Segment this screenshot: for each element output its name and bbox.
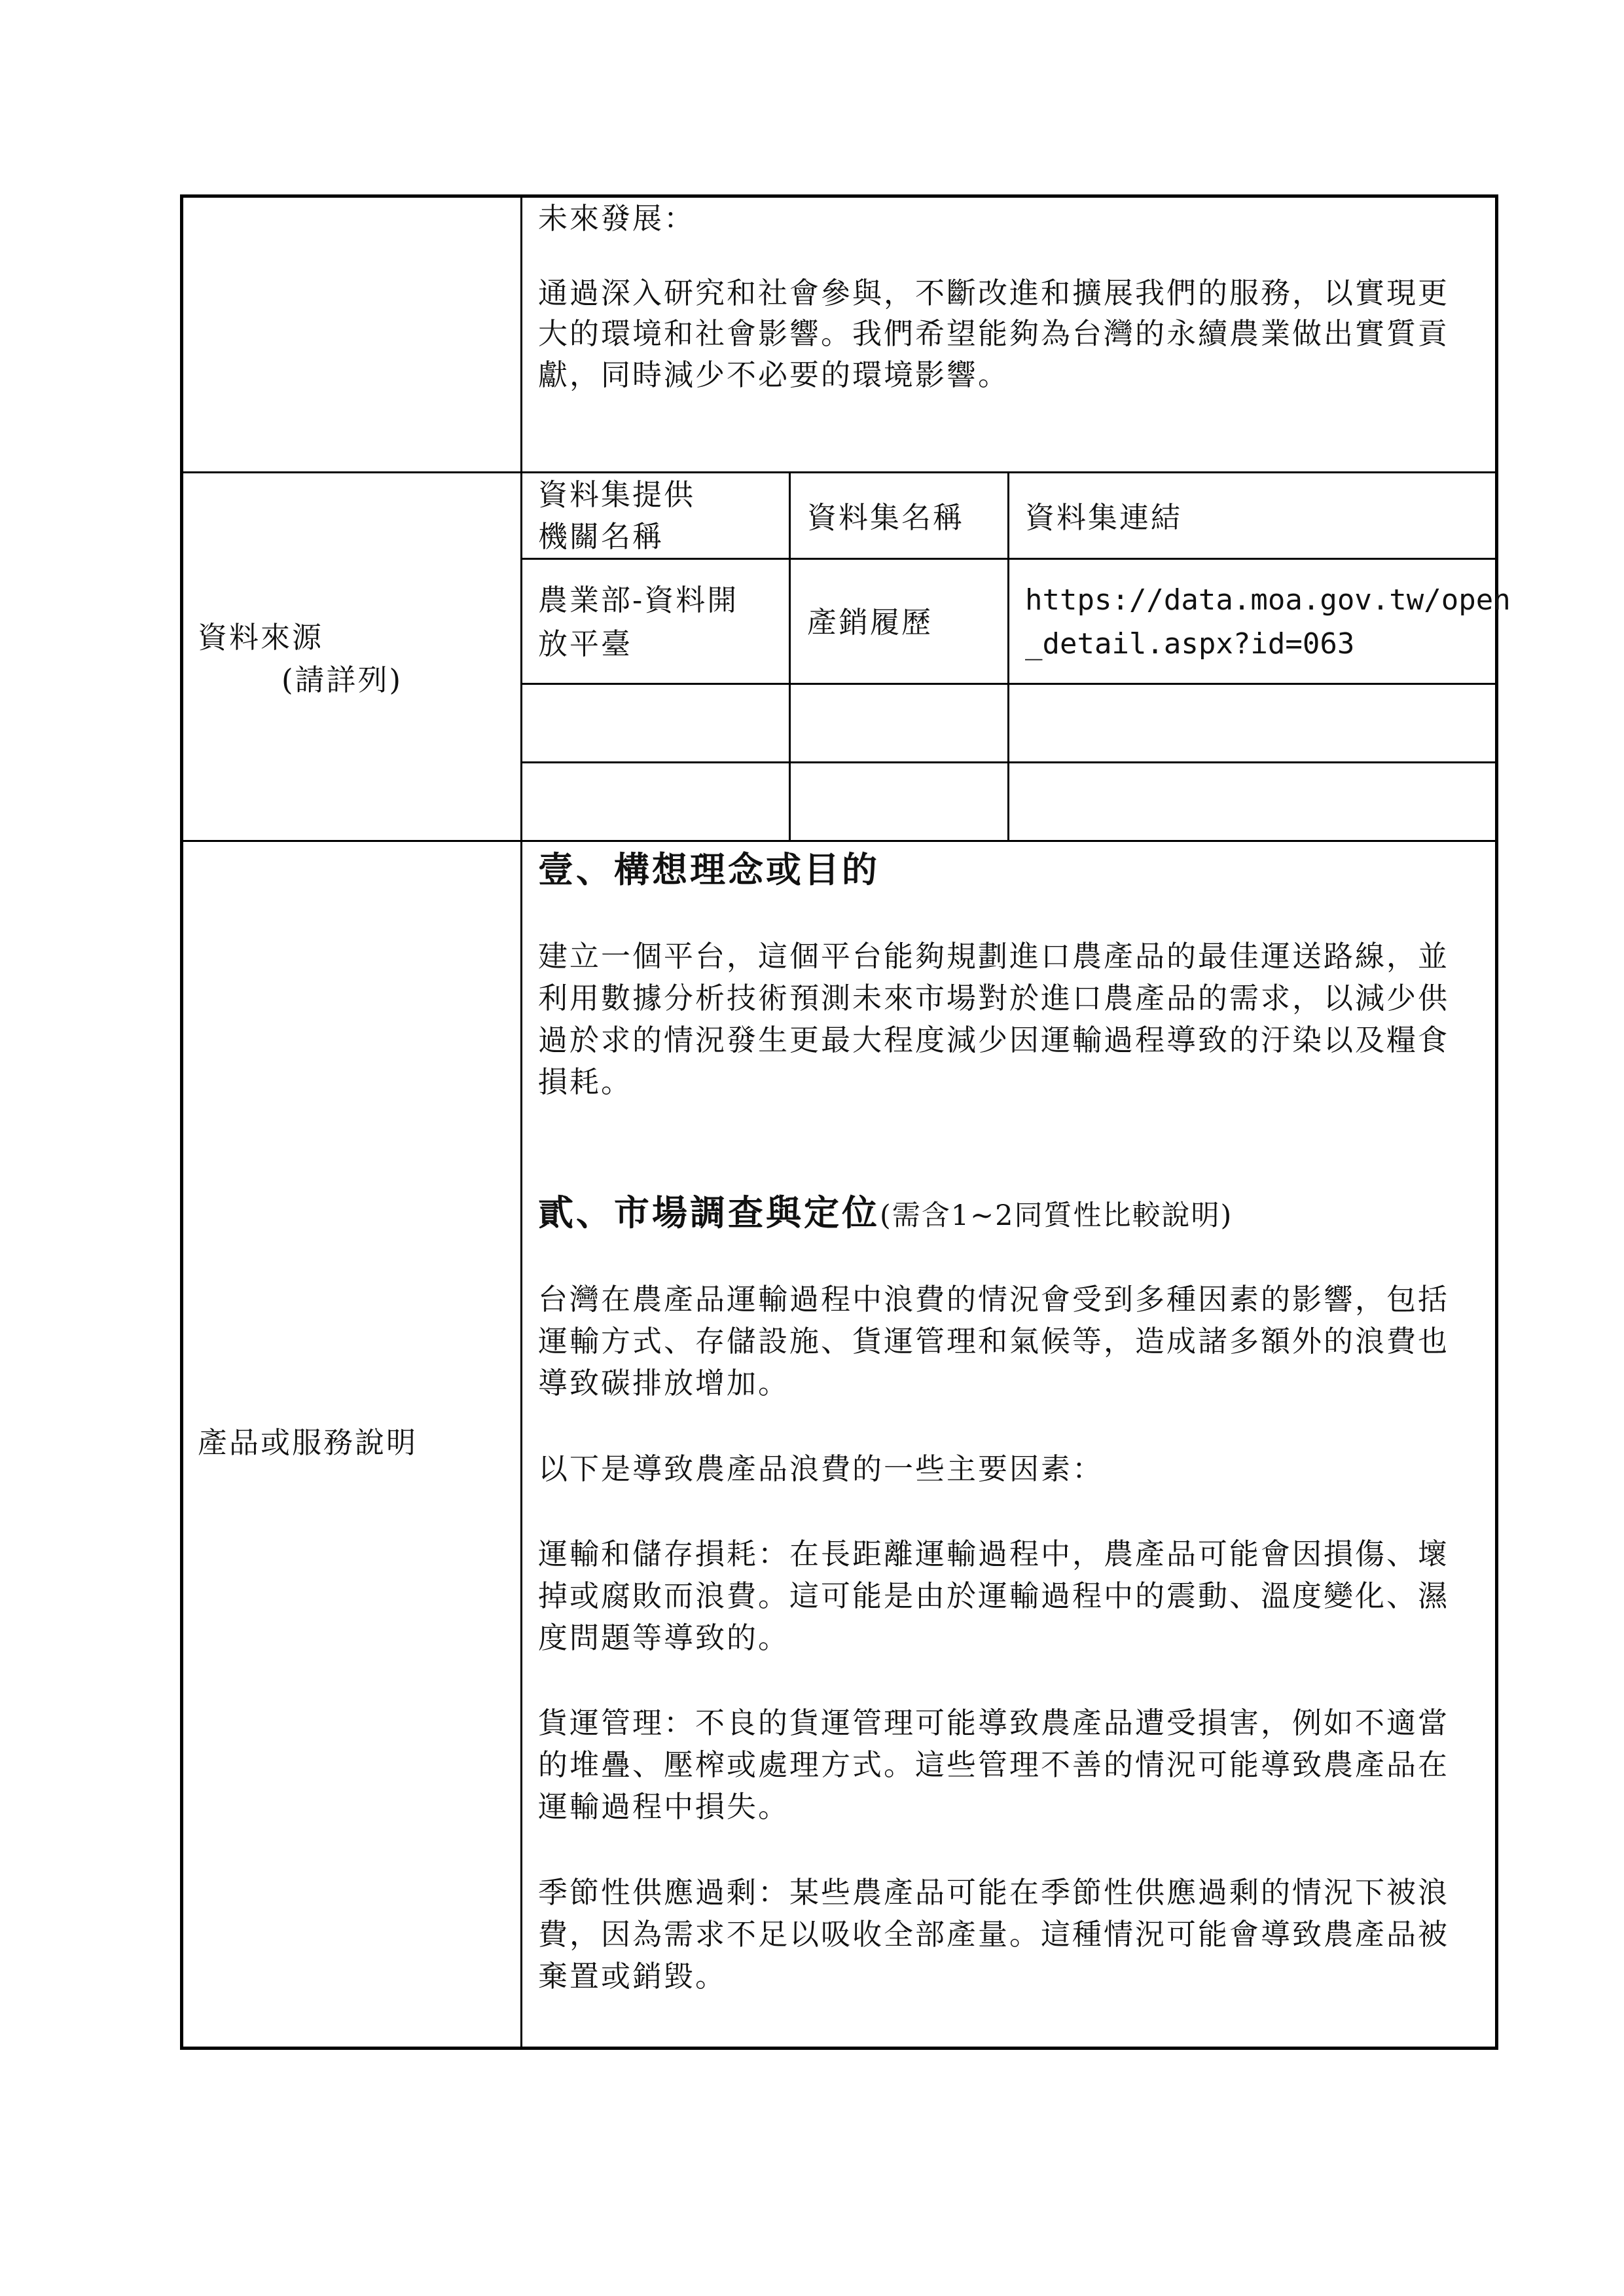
para3: 以下是導致農產品浪費的一些主要因素： [538,1451,1104,1486]
para5-line-1: 貨運管理：不良的貨運管理可能導致農產品遭受損害，例如不適當 [538,1705,1450,1740]
para2-line-2: 運輸方式、存儲設施、貨運管理和氣候等，造成諸多額外的浪費也 [538,1324,1450,1358]
product-label: 產品或服務說明 [198,1425,418,1460]
row1-agency-line1: 農業部-資料開 [538,583,739,617]
data-source-sublabel: (請詳列) [281,663,403,697]
para4-line-2: 掉或腐敗而浪費。這可能是由於運輸過程中的震動、溫度變化、濕 [538,1578,1450,1613]
header-agency-line1: 資料集提供 [538,477,696,512]
para2-line-1: 台灣在農產品運輸過程中浪費的情況會受到多種因素的影響，包括 [538,1282,1450,1317]
future-line-2: 大的環境和社會影響。我們希望能夠為台灣的永續農業做出實質貢 [538,316,1450,351]
para1-line-3: 過於求的情況發生更最大程度減少因運輸過程導致的汙染以及糧食 [538,1023,1450,1057]
heading-market-note: (需含1~2同質性比較說明) [880,1199,1233,1232]
row-divider-2 [180,840,1498,842]
heading-concept: 壹、構想理念或目的 [538,848,880,890]
header-dataset-name: 資料集名稱 [807,500,965,535]
row1-link-line1[interactable]: https://data.moa.gov.tw/open [1025,583,1511,617]
ds-row-divider-3 [520,761,1498,763]
para6-line-3: 棄置或銷毀。 [538,1959,727,1994]
row1-dataset-name: 產銷履歷 [807,605,933,640]
para1-line-2: 利用數據分析技術預測未來市場對於進口農產品的需求，以減少供 [538,981,1450,1015]
row1-agency-line2: 放平臺 [538,627,633,661]
future-line-1: 通過深入研究和社會參與，不斷改進和擴展我們的服務，以實現更 [538,276,1450,310]
para2-line-3: 導致碳排放增加。 [538,1366,790,1400]
para6-line-2: 費，因為需求不足以吸收全部產量。這種情況可能會導致農產品被 [538,1917,1450,1952]
para5-line-2: 的堆疊、壓榨或處理方式。這些管理不善的情況可能導致農產品在 [538,1747,1450,1782]
row1-link-line2[interactable]: _detail.aspx?id=063 [1025,627,1355,661]
header-agency-line2: 機關名稱 [538,519,664,554]
data-source-label: 資料來源 [198,620,324,655]
heading-market [538,1193,1233,1235]
ds-col-divider-1 [789,471,791,841]
future-label: 未來發展： [538,201,696,236]
heading-market-title: 貳、市場調查與定位 [538,1192,880,1233]
para1-line-4: 損耗。 [538,1065,633,1099]
ds-row-divider-2 [520,683,1498,685]
para5-line-3: 運輸過程中損失。 [538,1789,790,1824]
future-line-3: 獻，同時減少不必要的環境影響。 [538,357,1010,392]
para4-line-1: 運輸和儲存損耗：在長距離運輸過程中，農產品可能會因損傷、壞 [538,1537,1450,1571]
para4-line-3: 度問題等導致的。 [538,1620,790,1655]
ds-col-divider-2 [1007,471,1009,841]
row-divider-1 [180,471,1498,473]
para1-line-1: 建立一個平台，這個平台能夠規劃進口農產品的最佳運送路線，並 [538,939,1450,974]
ds-row-divider-1 [520,558,1498,560]
header-dataset-link: 資料集連結 [1025,500,1183,535]
para6-line-1: 季節性供應過剩：某些農產品可能在季節性供應過剩的情況下被浪 [538,1875,1450,1910]
